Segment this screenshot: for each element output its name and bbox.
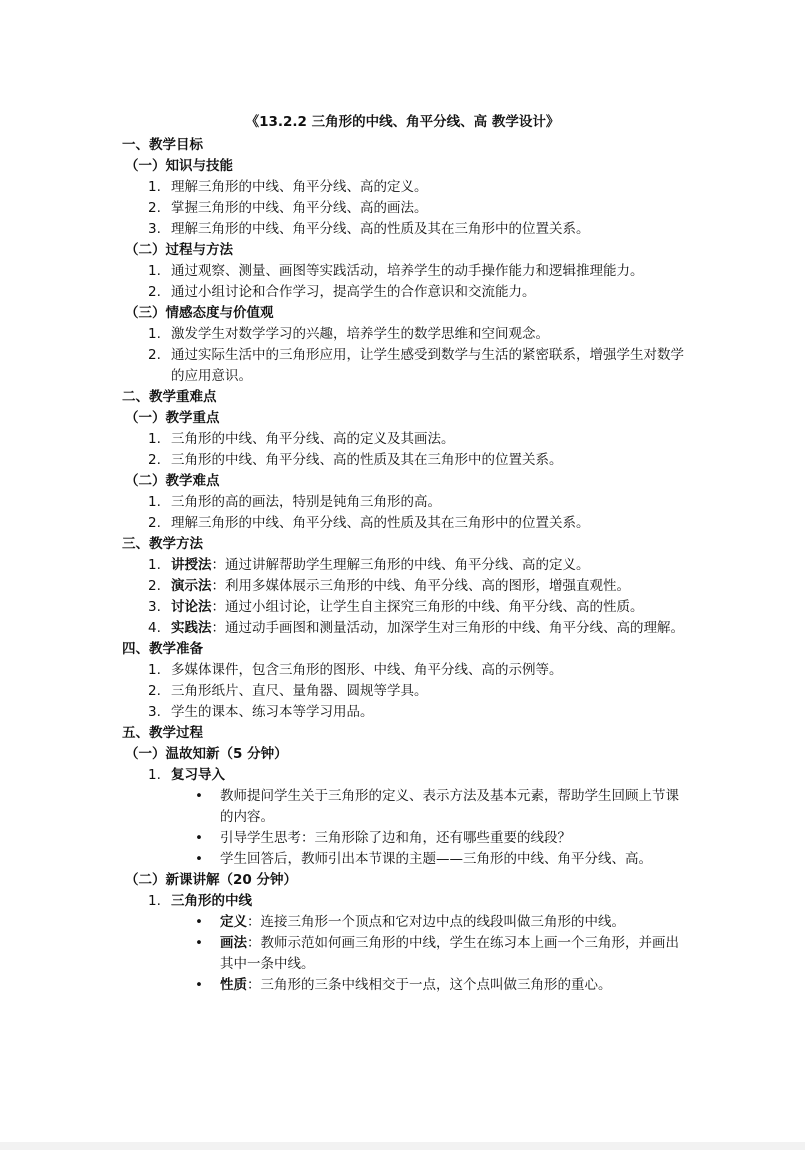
list-item [0, 660, 805, 681]
list-text: 通过观察、测量、画图等实践活动，培养学生的动手操作能力和逻辑推理能力。 [171, 263, 644, 279]
list-item [0, 555, 805, 576]
list-text: 学生的课本、练习本等学习用品。 [171, 704, 374, 720]
list-item [0, 219, 805, 240]
list-text: 三角形的高的画法，特别是钝角三角形的高。 [171, 494, 441, 510]
bullet-item [0, 912, 680, 933]
bullet-icon: • [195, 914, 203, 930]
bullet-icon: • [195, 935, 203, 951]
subsection-heading-new-lesson: （二）新课讲解（20 分钟） [125, 872, 297, 888]
subsection-heading-difficulty: （二）教学难点 [125, 473, 220, 489]
bullet-item [0, 933, 680, 975]
bullet-text: 引导学生思考：三角形除了边和角，还有哪些重要的线段？ [220, 830, 571, 846]
list-number: 3. [148, 221, 161, 237]
list-text: 通过小组讨论和合作学习，提高学生的合作意识和交流能力。 [171, 284, 536, 300]
subsection-heading-attitude: （三）情感态度与价值观 [125, 305, 274, 321]
method-name: 实践法 [171, 620, 212, 636]
list-text: ：利用多媒体展示三角形的中线、角平分线、高的图形，增强直观性。 [211, 578, 630, 594]
bullet-text: ：三角形的三条中线相交于一点，这个点叫做三角形的重心。 [247, 977, 612, 993]
list-number: 2. [148, 683, 161, 699]
bullet-text: ：连接三角形一个顶点和它对边中点的线段叫做三角形的中线。 [247, 914, 625, 930]
term-label: 画法 [220, 935, 247, 951]
method-name: 讲授法 [171, 557, 212, 573]
list-item [0, 345, 686, 387]
subsection-heading-process: （二）过程与方法 [125, 242, 233, 258]
list-text: 三角形的中线、角平分线、高的定义及其画法。 [171, 431, 455, 447]
list-number: 2. [148, 578, 161, 594]
list-text: ：通过动手画图和测量活动，加深学生对三角形的中线、角平分线、高的理解。 [211, 620, 684, 636]
list-item [0, 513, 805, 534]
list-number: 1. [148, 557, 161, 573]
list-item [0, 576, 805, 597]
bullet-item [0, 975, 680, 996]
list-item [0, 618, 686, 639]
list-item [0, 492, 805, 513]
bullet-item [0, 786, 680, 828]
list-text: 复习导入 [171, 767, 225, 783]
list-number: 1. [148, 263, 161, 279]
list-number: 4. [148, 620, 161, 636]
list-text: 理解三角形的中线、角平分线、高的性质及其在三角形中的位置关系。 [171, 515, 590, 531]
subsection-heading-knowledge: （一）知识与技能 [125, 158, 233, 174]
term-label: 性质 [220, 977, 247, 993]
section-heading-methods: 三、教学方法 [122, 536, 203, 552]
list-text: 通过实际生活中的三角形应用，让学生感受到数学与生活的紧密联系，增强学生对数学的应用意识。 [171, 347, 684, 384]
list-text: 理解三角形的中线、角平分线、高的性质及其在三角形中的位置关系。 [171, 221, 590, 237]
list-item [0, 597, 805, 618]
subsection-heading-review: （一）温故知新（5 分钟） [125, 746, 288, 762]
list-item [0, 702, 805, 723]
list-text: ：通过讲解帮助学生理解三角形的中线、角平分线、高的定义。 [211, 557, 590, 573]
list-text: 三角形的中线 [171, 893, 252, 909]
list-number: 2. [148, 452, 161, 468]
bullet-item [0, 828, 680, 849]
list-item [0, 324, 805, 345]
bullet-text: ：教师示范如何画三角形的中线，学生在练习本上画一个三角形，并画出其中一条中线。 [220, 935, 679, 972]
section-heading-objectives: 一、教学目标 [122, 137, 203, 153]
list-item [0, 282, 805, 303]
section-heading-preparation: 四、教学准备 [122, 641, 203, 657]
method-name: 讨论法 [171, 599, 212, 615]
section-heading-key-points: 二、教学重难点 [122, 389, 217, 405]
list-item [0, 261, 805, 282]
bullet-text: 学生回答后，教师引出本节课的主题——三角形的中线、角平分线、高。 [220, 851, 652, 867]
list-text: 激发学生对数学学习的兴趣，培养学生的数学思维和空间观念。 [171, 326, 549, 342]
list-number: 1. [148, 893, 161, 909]
list-text: 三角形的中线、角平分线、高的性质及其在三角形中的位置关系。 [171, 452, 563, 468]
bullet-icon: • [195, 851, 203, 867]
list-item [0, 891, 805, 912]
list-item [0, 177, 805, 198]
document-title: 《13.2.2 三角形的中线、角平分线、高 教学设计》 [245, 114, 560, 130]
list-number: 1. [148, 494, 161, 510]
list-item [0, 765, 805, 786]
list-text: 理解三角形的中线、角平分线、高的定义。 [171, 179, 428, 195]
list-number: 1. [148, 431, 161, 447]
list-number: 2. [148, 515, 161, 531]
list-number: 2. [148, 347, 161, 363]
bullet-icon: • [195, 977, 203, 993]
bullet-icon: • [195, 788, 203, 804]
list-text: 三角形纸片、直尺、量角器、圆规等学具。 [171, 683, 428, 699]
list-number: 1. [148, 179, 161, 195]
bullet-text: 教师提问学生关于三角形的定义、表示方法及基本元素，帮助学生回顾上节课的内容。 [220, 788, 679, 825]
list-number: 1. [148, 662, 161, 678]
list-number: 3. [148, 704, 161, 720]
term-label: 定义 [220, 914, 247, 930]
subsection-heading-focus: （一）教学重点 [125, 410, 220, 426]
list-item [0, 450, 805, 471]
bullet-icon: • [195, 830, 203, 846]
section-heading-process: 五、教学过程 [122, 725, 203, 741]
list-number: 1. [148, 326, 161, 342]
list-item [0, 429, 805, 450]
list-number: 2. [148, 284, 161, 300]
list-number: 2. [148, 200, 161, 216]
list-number: 1. [148, 767, 161, 783]
list-text: 多媒体课件，包含三角形的图形、中线、角平分线、高的示例等。 [171, 662, 563, 678]
list-text: 掌握三角形的中线、角平分线、高的画法。 [171, 200, 428, 216]
method-name: 演示法 [171, 578, 212, 594]
list-text: ：通过小组讨论，让学生自主探究三角形的中线、角平分线、高的性质。 [211, 599, 644, 615]
list-item [0, 198, 805, 219]
list-item [0, 681, 805, 702]
bullet-item [0, 849, 680, 870]
list-number: 3. [148, 599, 161, 615]
